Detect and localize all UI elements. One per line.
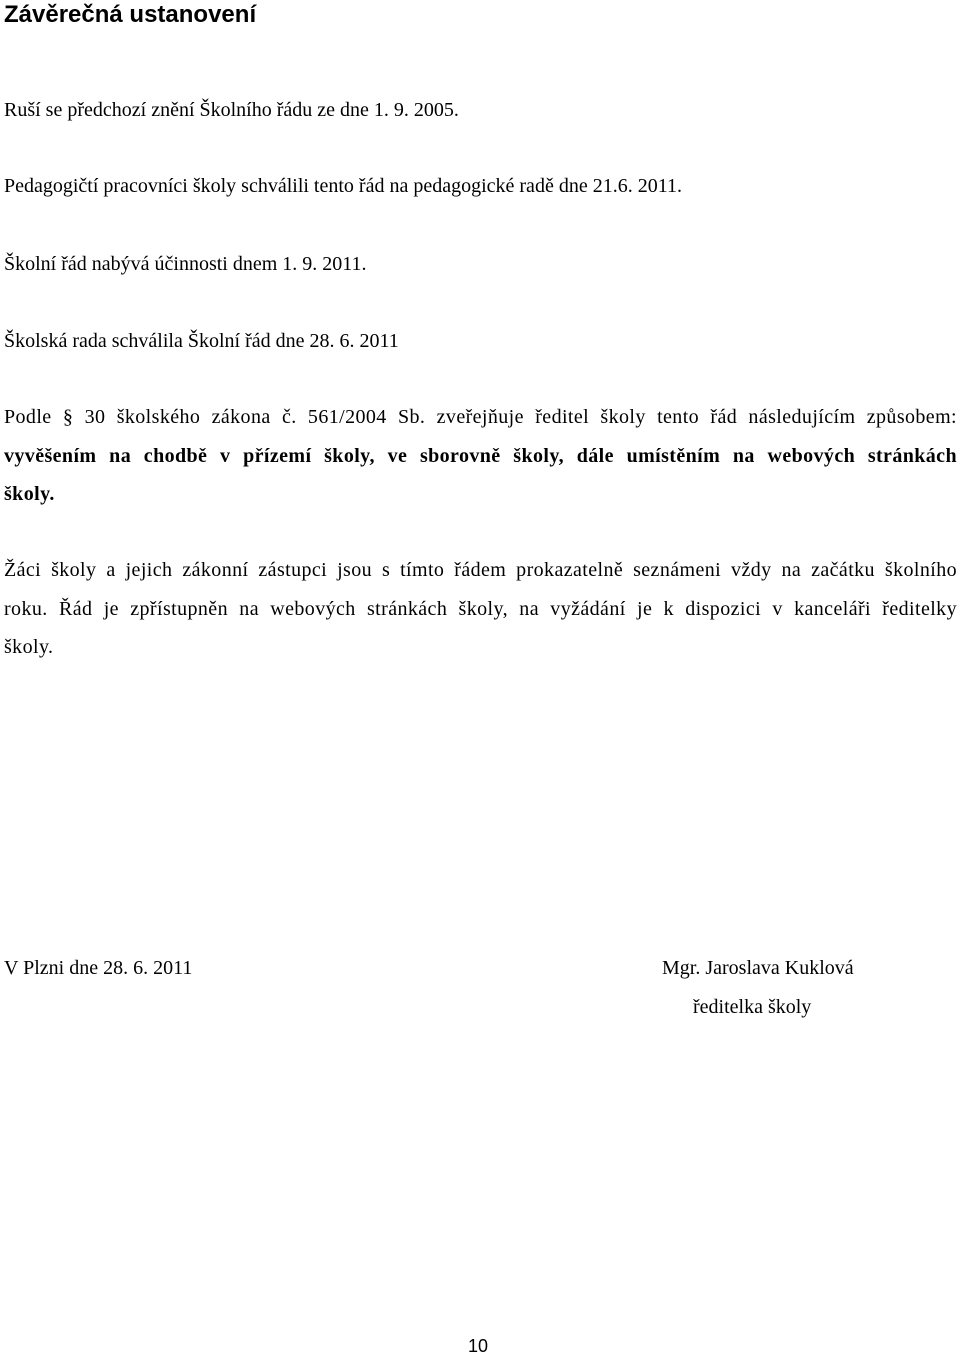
statement-previous-rules-revoked: Ruší se předchozí znění Školního řádu ze dne 1. 9. 2005. bbox=[4, 99, 459, 121]
statement-school-board-approval: Školská rada schválila Školní řád dne 28. 6. 2011 bbox=[4, 330, 399, 352]
publication-emphasis: vyvěšením na chodbě v přízemí školy, ve sborovně školy, dále umístěním na webových stránkách školy. bbox=[4, 444, 957, 505]
publication-intro: Podle § 30 školského zákona č. 561/2004 Sb. zveřejňuje ředitel školy tento řád následujícím způsobem: bbox=[4, 406, 957, 428]
statement-teachers-approval: Pedagogičtí pracovníci školy schválili tento řád na pedagogické radě dne 21.6. 2011. bbox=[4, 175, 682, 197]
section-title: Závěrečná ustanovení bbox=[4, 1, 257, 28]
signature-name: Mgr. Jaroslava Kuklová bbox=[662, 957, 854, 979]
notice-paragraph: Žáci školy a jejich zákonní zástupci jsou s tímto řádem prokazatelně seznámeni vždy na začátku školního roku. Řád je zpřístupněn na webových stránkách školy, na vyžádání je k dispozici v kanceláři ředitelky školy. bbox=[4, 559, 957, 658]
page-number: 10 bbox=[468, 1336, 489, 1356]
statement-effective-date: Školní řád nabývá účinnosti dnem 1. 9. 2011. bbox=[4, 253, 367, 275]
publication-paragraph bbox=[4, 398, 957, 514]
signature-place-date: V Plzni dne 28. 6. 2011 bbox=[4, 957, 193, 979]
signature-role: ředitelka školy bbox=[693, 996, 812, 1018]
